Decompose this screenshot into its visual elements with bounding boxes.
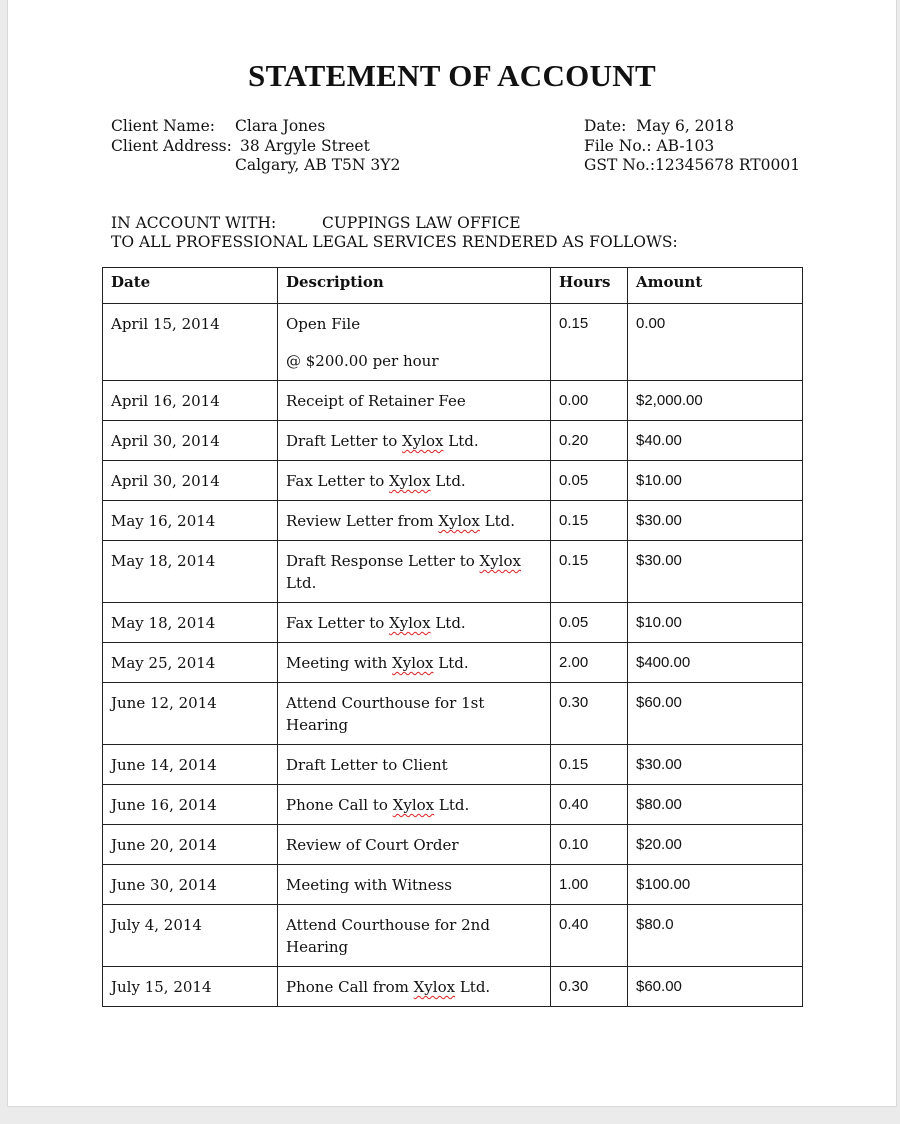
cell-hours: 0.05 (551, 461, 628, 501)
description-text: Receipt of Retainer Fee (286, 392, 466, 410)
table-row (103, 501, 803, 541)
spellcheck-flagged-word: Xylox (402, 432, 444, 450)
description-text: Open File (286, 315, 361, 333)
cell-hours: 0.40 (551, 905, 628, 967)
col-header-amount: Amount (628, 268, 803, 304)
cell-amount: 0.00 (628, 304, 803, 381)
cell-hours: 1.00 (551, 865, 628, 905)
description-text: Phone Call from (286, 978, 414, 996)
cell-hours: 0.15 (551, 304, 628, 381)
services-line: TO ALL PROFESSIONAL LEGAL SERVICES RENDERED AS FOLLOWS: (111, 233, 678, 251)
cell-description (278, 381, 551, 421)
file-no: AB-103 (656, 136, 715, 155)
description-text-suffix: Ltd. (434, 796, 470, 814)
col-header-description: Description (278, 268, 551, 304)
cell-description (278, 785, 551, 825)
cell-hours: 0.15 (551, 541, 628, 603)
cell-description (278, 745, 551, 785)
description-text: Attend Courthouse for 2nd Hearing (286, 916, 490, 956)
gst-no: 12345678 RT0001 (655, 156, 801, 174)
client-name: Clara Jones (235, 117, 326, 135)
cell-date: June 12, 2014 (103, 683, 278, 745)
cell-description (278, 825, 551, 865)
cell-amount: $10.00 (628, 461, 803, 501)
cell-hours: 0.10 (551, 825, 628, 865)
cell-amount: $80.00 (628, 785, 803, 825)
table-row (103, 745, 803, 785)
services-table (102, 267, 803, 1007)
cell-date: May 18, 2014 (103, 603, 278, 643)
cell-amount: $30.00 (628, 501, 803, 541)
cell-description (278, 501, 551, 541)
gst-no-label: GST No.: (584, 156, 656, 174)
description-text: Phone Call to (286, 796, 393, 814)
client-address-line2: Calgary, AB T5N 3Y2 (235, 156, 401, 174)
cell-date: July 15, 2014 (103, 967, 278, 1007)
table-row (103, 304, 803, 381)
cell-hours: 2.00 (551, 643, 628, 683)
cell-date: May 25, 2014 (103, 643, 278, 683)
address-indent (111, 156, 235, 176)
cell-amount: $30.00 (628, 541, 803, 603)
spellcheck-flagged-word: Xylox (389, 472, 431, 490)
description-text-suffix: Ltd. (479, 512, 515, 530)
table-row (103, 603, 803, 643)
cell-amount: $100.00 (628, 865, 803, 905)
description-text: Draft Letter to (286, 432, 403, 450)
cell-date: June 14, 2014 (103, 745, 278, 785)
table-row (103, 905, 803, 967)
cell-description (278, 421, 551, 461)
description-text-suffix: Ltd. (433, 654, 469, 672)
spellcheck-flagged-word: Xylox (438, 512, 480, 530)
cell-hours: 0.15 (551, 745, 628, 785)
cell-date: June 30, 2014 (103, 865, 278, 905)
cell-amount: $60.00 (628, 683, 803, 745)
in-account-with-label: IN ACCOUNT WITH: (111, 214, 277, 232)
cell-hours: 0.40 (551, 785, 628, 825)
date-label: Date: (584, 117, 627, 135)
cell-hours: 0.30 (551, 683, 628, 745)
cell-hours: 0.05 (551, 603, 628, 643)
spellcheck-flagged-word: Xylox (392, 796, 435, 814)
cell-date: June 16, 2014 (103, 785, 278, 825)
spellcheck-flagged-word: Xylox (389, 614, 431, 632)
client-address-line1: 38 Argyle Street (240, 136, 370, 155)
cell-amount: $10.00 (628, 603, 803, 643)
document-page (8, 0, 896, 1106)
cell-hours: 0.15 (551, 501, 628, 541)
cell-date: April 16, 2014 (103, 381, 278, 421)
statement-meta (584, 117, 800, 176)
spellcheck-flagged-word: Xylox (479, 552, 521, 570)
cell-description (278, 865, 551, 905)
cell-date: May 18, 2014 (103, 541, 278, 603)
file-no-label: File No.: (584, 136, 652, 155)
description-text: Review Letter from (286, 512, 439, 530)
description-text: Meeting with Witness (286, 876, 452, 894)
table-row (103, 967, 803, 1007)
cell-date: June 20, 2014 (103, 825, 278, 865)
spellcheck-flagged-word: Xylox (392, 654, 434, 672)
table-row (103, 643, 803, 683)
cell-description (278, 643, 551, 683)
description-text-suffix: Ltd. (455, 978, 491, 996)
table-row (103, 461, 803, 501)
description-text-suffix: Ltd. (286, 574, 317, 592)
cell-hours: 0.20 (551, 421, 628, 461)
cell-description (278, 683, 551, 745)
description-text: Review of Court Order (286, 836, 459, 854)
cell-amount: $30.00 (628, 745, 803, 785)
cell-description (278, 541, 551, 603)
cell-date: April 30, 2014 (103, 421, 278, 461)
cell-description (278, 967, 551, 1007)
client-name-label: Client Name: (111, 117, 215, 135)
description-text-suffix: Ltd. (443, 432, 479, 450)
cell-date: April 15, 2014 (103, 304, 278, 381)
cell-date: April 30, 2014 (103, 461, 278, 501)
cell-description (278, 603, 551, 643)
firm-name: CUPPINGS LAW OFFICE (322, 214, 521, 232)
table-row (103, 825, 803, 865)
cell-amount: $40.00 (628, 421, 803, 461)
cell-amount: $80.0 (628, 905, 803, 967)
statement-date: May 6, 2018 (636, 117, 735, 135)
description-text: Draft Response Letter to (286, 552, 480, 570)
description-text: Fax Letter to (286, 472, 390, 490)
cell-date: July 4, 2014 (103, 905, 278, 967)
description-text-suffix: Ltd. (430, 472, 466, 490)
client-info (111, 117, 400, 176)
description-text: Draft Letter to Client (286, 756, 448, 774)
cell-amount: $20.00 (628, 825, 803, 865)
cell-hours: 0.30 (551, 967, 628, 1007)
cell-description (278, 905, 551, 967)
table-row (103, 421, 803, 461)
table-row (103, 381, 803, 421)
page-title: STATEMENT OF ACCOUNT (248, 58, 656, 93)
cell-hours: 0.00 (551, 381, 628, 421)
description-text: Attend Courthouse for 1st Hearing (286, 694, 485, 734)
cell-description (278, 461, 551, 501)
spellcheck-flagged-word: Xylox (413, 978, 456, 996)
cell-description (278, 304, 551, 381)
account-block (111, 214, 678, 252)
cell-amount: $60.00 (628, 967, 803, 1007)
table-header-row (103, 268, 803, 304)
col-header-hours: Hours (551, 268, 628, 304)
table-row (103, 683, 803, 745)
cell-amount: $2,000.00 (628, 381, 803, 421)
description-text-suffix: Ltd. (430, 614, 466, 632)
table-row (103, 541, 803, 603)
cell-date: May 16, 2014 (103, 501, 278, 541)
table-row (103, 785, 803, 825)
client-address-label: Client Address: (111, 136, 232, 155)
col-header-date: Date (103, 268, 278, 304)
cell-amount: $400.00 (628, 643, 803, 683)
description-text: Fax Letter to (286, 614, 390, 632)
description-text: Meeting with (286, 654, 393, 672)
table-row (103, 865, 803, 905)
description-rate-note: @ $200.00 per hour (286, 352, 439, 370)
